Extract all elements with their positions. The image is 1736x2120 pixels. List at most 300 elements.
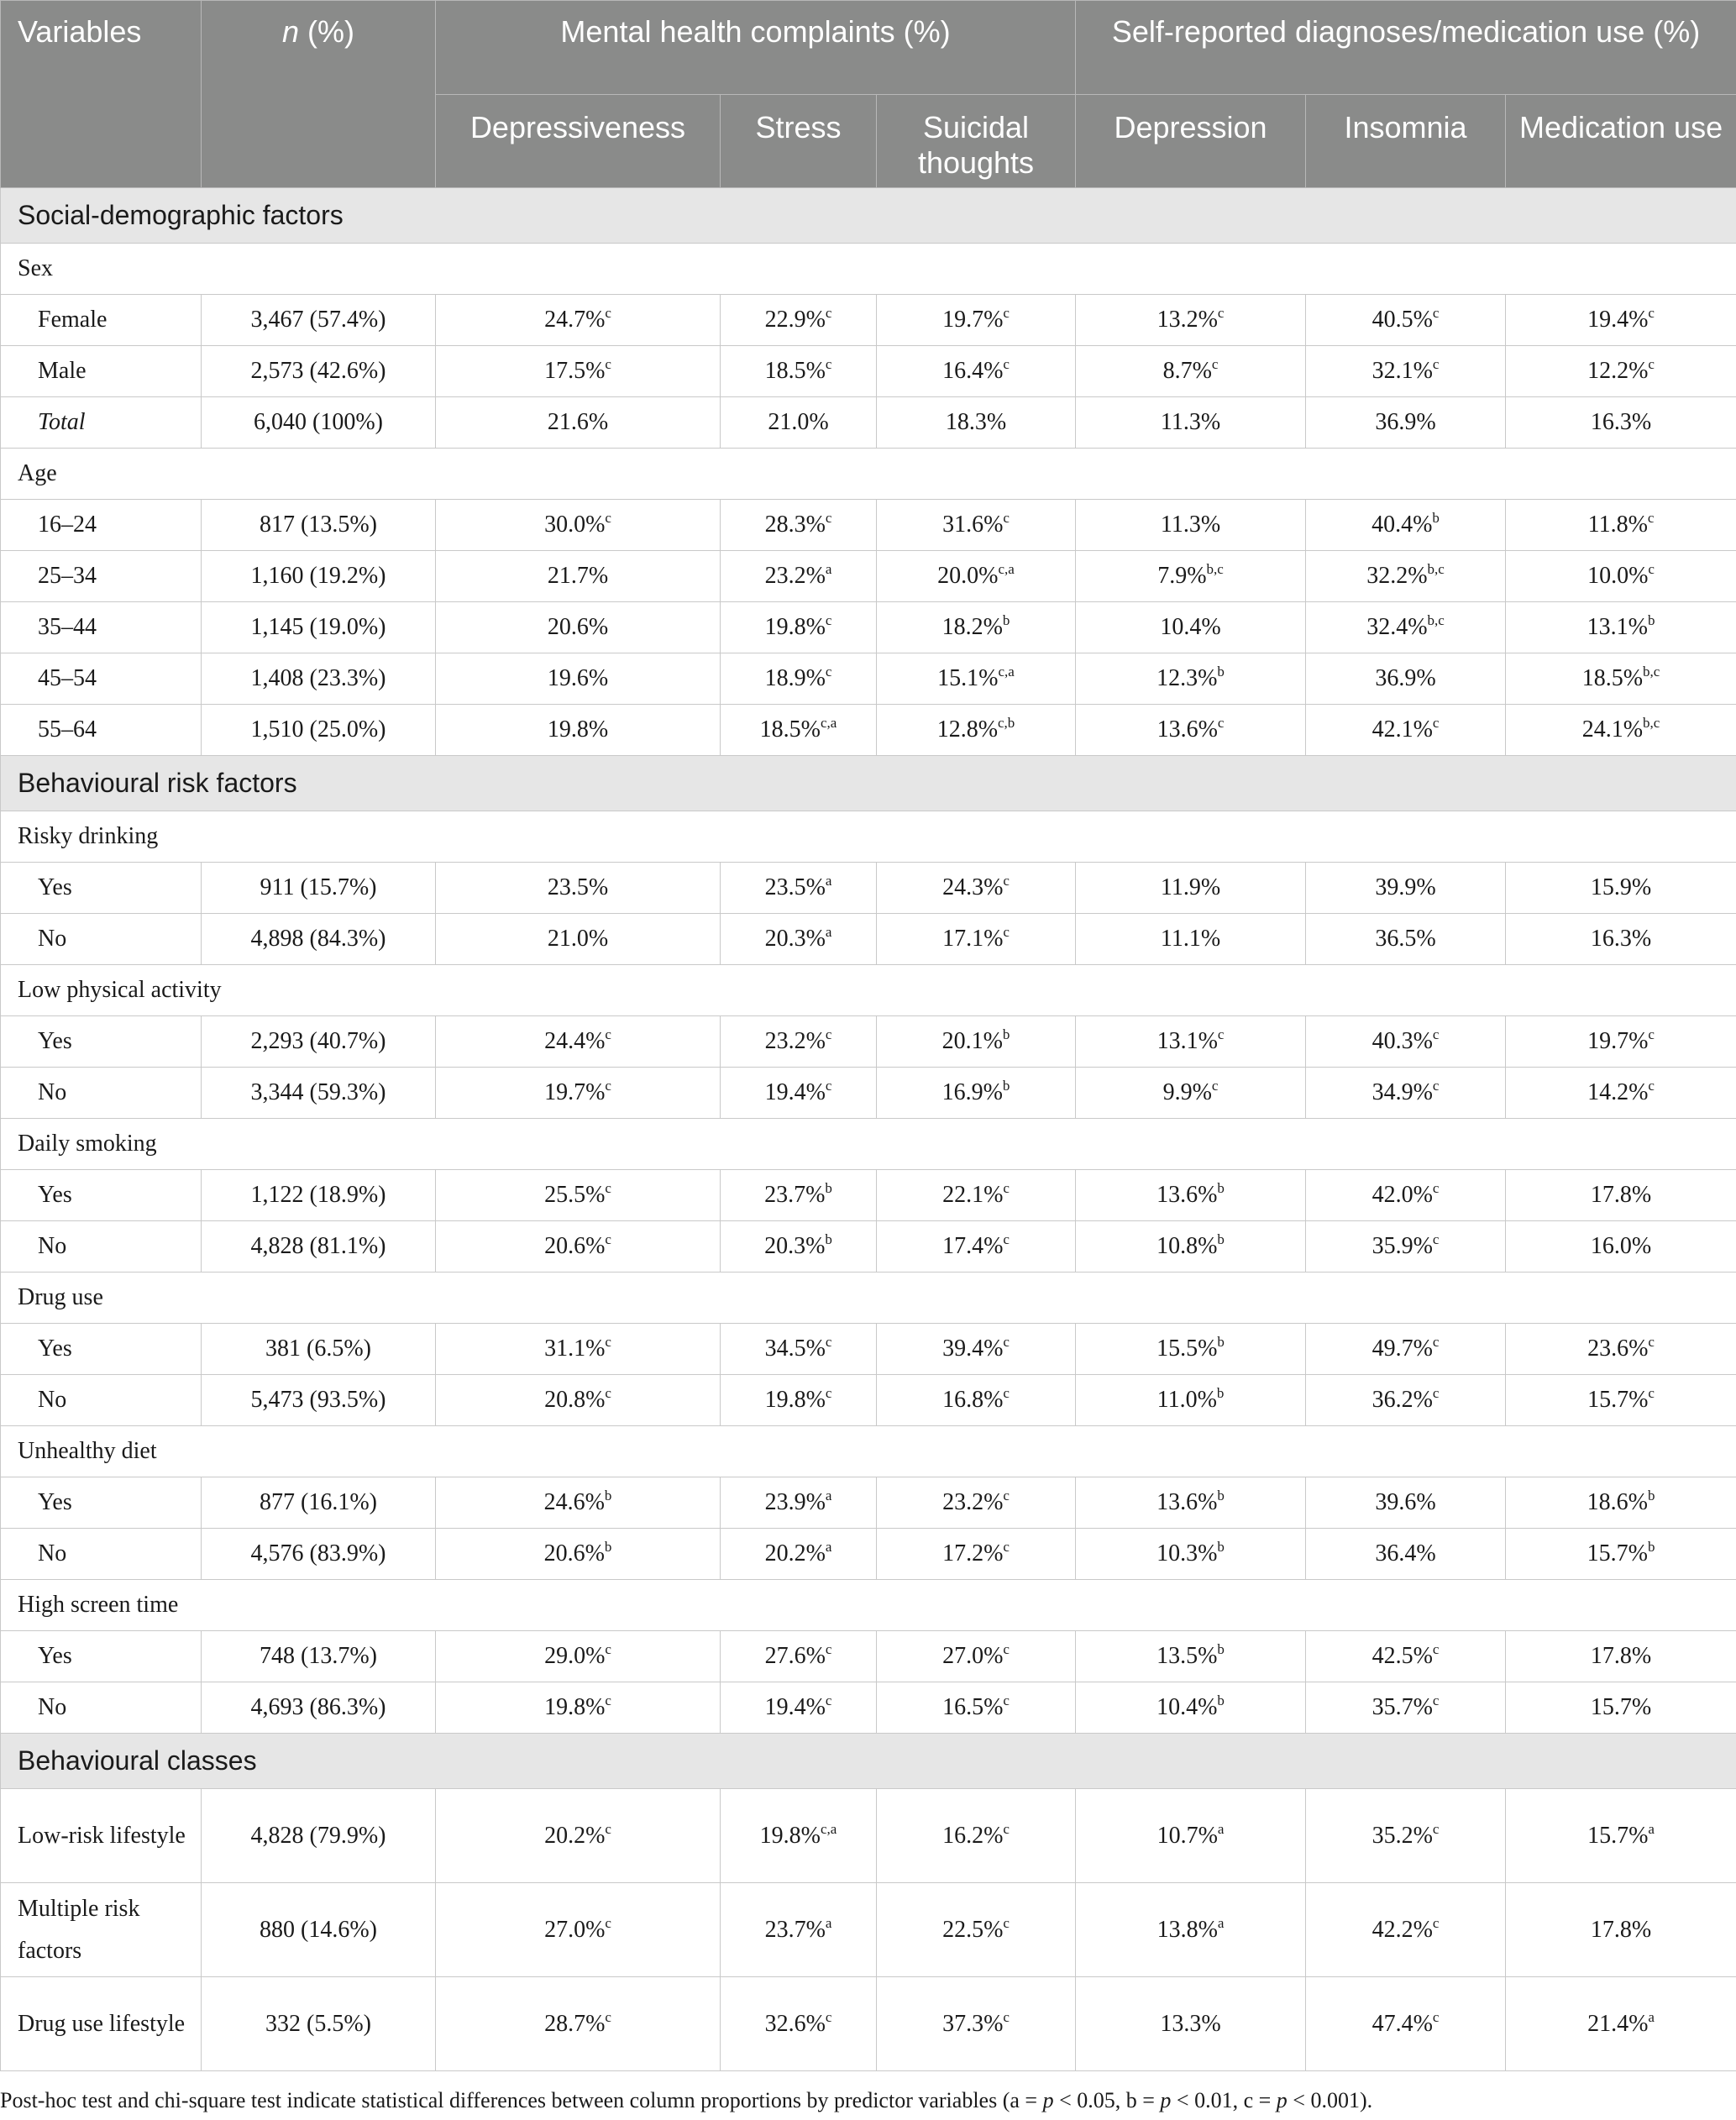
significance-marker: b,c xyxy=(1643,664,1660,680)
cell-value: 15.7% xyxy=(1587,1387,1649,1413)
value-cell xyxy=(1306,863,1506,914)
diagnoses-group-header: Self-reported diagnoses/medication use (%) xyxy=(1076,1,1736,95)
cell-value: 10.7% xyxy=(1156,1822,1218,1849)
row-label: Yes xyxy=(1,1324,202,1375)
row-label: 25–34 xyxy=(1,551,202,602)
cell-value: 25.5% xyxy=(544,1182,606,1208)
cell-value: 36.2% xyxy=(1371,1387,1433,1413)
cell-value: 13.6% xyxy=(1156,716,1218,743)
significance-marker: c xyxy=(825,1026,832,1042)
cell-value: 28.7% xyxy=(544,2010,606,2037)
value-cell xyxy=(877,1789,1076,1883)
significance-marker: c xyxy=(825,1334,832,1350)
significance-marker: b xyxy=(1217,1488,1225,1503)
value-cell xyxy=(721,863,877,914)
n-percent-cell: 4,828 (79.9%) xyxy=(202,1789,436,1883)
table-row xyxy=(1,1477,1736,1529)
value-cell xyxy=(721,295,877,346)
n-percent-cell: 1,145 (19.0%) xyxy=(202,602,436,653)
n-percent-cell: 5,473 (93.5%) xyxy=(202,1375,436,1426)
value-cell xyxy=(1506,1682,1736,1734)
value-cell xyxy=(1076,551,1306,602)
value-cell xyxy=(1306,1977,1506,2071)
cell-value: 19.8% xyxy=(547,716,609,743)
value-cell xyxy=(1306,1324,1506,1375)
row-label: 45–54 xyxy=(1,653,202,705)
value-cell xyxy=(877,1682,1076,1734)
cell-value: 12.3% xyxy=(1156,665,1218,691)
significance-marker: c xyxy=(1003,1641,1010,1657)
cell-value: 39.6% xyxy=(1375,1489,1436,1515)
col-insomnia: Insomnia xyxy=(1306,95,1506,188)
col-depression: Depression xyxy=(1076,95,1306,188)
cell-value: 10.4% xyxy=(1160,614,1221,640)
cell-value: 13.8% xyxy=(1156,1916,1218,1943)
cell-value: 39.9% xyxy=(1375,874,1436,900)
row-label: Multiple risk factors xyxy=(1,1883,202,1977)
value-cell xyxy=(721,1631,877,1682)
significance-marker: c xyxy=(605,305,611,321)
cell-value: 19.7% xyxy=(544,1079,606,1105)
cell-value: 36.9% xyxy=(1375,665,1436,691)
significance-marker: c xyxy=(1432,715,1440,731)
significance-marker: b xyxy=(825,1231,832,1247)
n-percent-cell: 880 (14.6%) xyxy=(202,1883,436,1977)
significance-marker: c xyxy=(1432,1820,1440,1837)
cell-value: 17.4% xyxy=(942,1233,1004,1259)
row-label: Yes xyxy=(1,1477,202,1529)
col-suicidal-thoughts: Suicidal thoughts xyxy=(877,95,1076,188)
cell-value: 10.8% xyxy=(1156,1233,1218,1259)
value-cell xyxy=(1506,1977,1736,2071)
significance-marker: c xyxy=(605,1385,611,1401)
value-cell xyxy=(1506,1631,1736,1682)
value-cell xyxy=(1506,551,1736,602)
group-label: Age xyxy=(1,449,1736,500)
value-cell xyxy=(877,397,1076,449)
value-cell xyxy=(721,397,877,449)
value-cell xyxy=(877,1016,1076,1068)
table-row xyxy=(1,1068,1736,1119)
cell-value: 42.1% xyxy=(1371,716,1433,743)
group-label: Daily smoking xyxy=(1,1119,1736,1170)
significance-marker: c xyxy=(605,1641,611,1657)
significance-marker: c,a xyxy=(820,715,837,731)
significance-marker: c xyxy=(825,2008,832,2025)
cell-value: 40.3% xyxy=(1371,1028,1433,1054)
row-label: Male xyxy=(1,346,202,397)
value-cell xyxy=(1506,1221,1736,1273)
value-cell xyxy=(436,1324,721,1375)
cell-value: 23.7% xyxy=(764,1916,826,1943)
value-cell xyxy=(436,551,721,602)
row-label: No xyxy=(1,1068,202,1119)
table-row xyxy=(1,1016,1736,1068)
cell-value: 20.6% xyxy=(543,1540,605,1566)
cell-value: 27.0% xyxy=(942,1643,1004,1669)
cell-value: 12.2% xyxy=(1587,358,1649,384)
value-cell xyxy=(877,1529,1076,1580)
value-cell xyxy=(1076,295,1306,346)
cell-value: 35.2% xyxy=(1371,1822,1433,1849)
significance-marker: c xyxy=(1648,1026,1655,1042)
value-cell xyxy=(721,914,877,965)
value-cell xyxy=(436,1477,721,1529)
significance-marker: b,c xyxy=(1206,561,1224,577)
significance-marker: b xyxy=(1217,1334,1225,1350)
cell-value: 17.1% xyxy=(942,926,1004,952)
footnote-text: Post-hoc test and chi-square test indicate statistical differences between column proportions by predictor variables (a = xyxy=(0,2088,1043,2112)
significance-marker: c xyxy=(1003,1231,1010,1247)
value-cell xyxy=(877,1977,1076,2071)
value-cell xyxy=(1306,1068,1506,1119)
significance-marker: c xyxy=(1432,1231,1440,1247)
table-row xyxy=(1,1529,1736,1580)
significance-marker: c xyxy=(1432,1078,1440,1094)
value-cell xyxy=(436,1977,721,2071)
value-cell xyxy=(436,397,721,449)
significance-marker: a xyxy=(1217,1914,1225,1931)
significance-marker: b xyxy=(1002,1026,1010,1042)
cell-value: 19.8% xyxy=(759,1822,821,1849)
significance-marker: c xyxy=(1003,1385,1010,1401)
significance-marker: c xyxy=(825,305,832,321)
cell-value: 31.1% xyxy=(544,1335,606,1362)
cell-value: 23.6% xyxy=(1587,1335,1649,1362)
footnote-text: < 0.05, b = xyxy=(1053,2088,1161,2112)
value-cell xyxy=(1076,1883,1306,1977)
table-row xyxy=(1,1631,1736,1682)
section-title: Behavioural classes xyxy=(1,1734,1736,1789)
significance-marker: a xyxy=(825,873,832,889)
cell-value: 8.7% xyxy=(1162,358,1212,384)
cell-value: 23.5% xyxy=(764,874,826,900)
table-footnote xyxy=(0,2088,1736,2113)
value-cell xyxy=(1076,1631,1306,1682)
cell-value: 16.0% xyxy=(1590,1233,1652,1259)
value-cell xyxy=(436,1221,721,1273)
significance-marker: c,a xyxy=(998,561,1015,577)
significance-marker: b,c xyxy=(1427,612,1445,628)
cell-value: 10.4% xyxy=(1156,1694,1218,1720)
group-row xyxy=(1,1580,1736,1631)
cell-value: 18.5% xyxy=(759,716,821,743)
table-row xyxy=(1,1977,1736,2071)
col-depressiveness: Depressiveness xyxy=(436,95,721,188)
significance-marker: c xyxy=(1432,1385,1440,1401)
cell-value: 19.8% xyxy=(544,1694,606,1720)
group-row xyxy=(1,965,1736,1016)
cell-value: 21.6% xyxy=(547,409,609,435)
value-cell xyxy=(1306,1529,1506,1580)
value-cell xyxy=(721,1170,877,1221)
cell-value: 47.4% xyxy=(1371,2010,1433,2037)
cell-value: 18.9% xyxy=(764,665,826,691)
value-cell xyxy=(1306,1221,1506,1273)
significance-marker: c xyxy=(605,1180,611,1196)
row-label: No xyxy=(1,914,202,965)
value-cell xyxy=(1076,602,1306,653)
group-row xyxy=(1,1273,1736,1324)
significance-marker: c xyxy=(1648,1385,1655,1401)
value-cell xyxy=(1306,602,1506,653)
table-row xyxy=(1,500,1736,551)
significance-marker: c xyxy=(1003,873,1010,889)
value-cell xyxy=(1076,1375,1306,1426)
value-cell xyxy=(721,551,877,602)
significance-marker: c xyxy=(605,2008,611,2025)
row-label: 35–44 xyxy=(1,602,202,653)
value-cell xyxy=(721,653,877,705)
cell-value: 15.7% xyxy=(1587,1540,1648,1566)
significance-marker: c xyxy=(825,1078,832,1094)
cell-value: 22.5% xyxy=(942,1916,1004,1943)
cell-value: 34.5% xyxy=(764,1335,826,1362)
row-label: 16–24 xyxy=(1,500,202,551)
n-percent-cell: 877 (16.1%) xyxy=(202,1477,436,1529)
table-row xyxy=(1,1682,1736,1734)
cell-value: 17.5% xyxy=(544,358,606,384)
value-cell xyxy=(1306,397,1506,449)
cell-value: 17.8% xyxy=(1590,1182,1652,1208)
cell-value: 23.9% xyxy=(764,1489,826,1515)
row-label: Total xyxy=(1,397,202,449)
value-cell xyxy=(1076,1170,1306,1221)
table-row xyxy=(1,551,1736,602)
cell-value: 23.5% xyxy=(547,874,609,900)
cell-value: 13.6% xyxy=(1156,1489,1218,1515)
cell-value: 20.8% xyxy=(544,1387,606,1413)
value-cell xyxy=(1076,1068,1306,1119)
value-cell xyxy=(877,1324,1076,1375)
value-cell xyxy=(877,1883,1076,1977)
value-cell xyxy=(436,1883,721,1977)
value-cell xyxy=(1306,653,1506,705)
significance-marker: b xyxy=(1432,510,1440,526)
significance-marker: a xyxy=(1648,2008,1655,2025)
n-percent-cell: 2,573 (42.6%) xyxy=(202,346,436,397)
significance-marker: b xyxy=(1002,1078,1010,1094)
cell-value: 23.2% xyxy=(764,1028,826,1054)
cell-value: 16.2% xyxy=(942,1822,1004,1849)
value-cell xyxy=(1076,914,1306,965)
significance-marker: b xyxy=(1217,1641,1225,1657)
cell-value: 11.8% xyxy=(1587,512,1648,538)
variables-header: Variables xyxy=(1,1,202,188)
value-cell xyxy=(1076,1682,1306,1734)
cell-value: 14.2% xyxy=(1587,1079,1649,1105)
cell-value: 34.9% xyxy=(1371,1079,1433,1105)
cell-value: 13.1% xyxy=(1587,614,1648,640)
cell-value: 20.3% xyxy=(764,926,826,952)
value-cell xyxy=(1506,914,1736,965)
group-label: Low physical activity xyxy=(1,965,1736,1016)
value-cell xyxy=(436,602,721,653)
significance-marker: b xyxy=(1647,1488,1655,1503)
cell-value: 19.4% xyxy=(1587,307,1649,333)
value-cell xyxy=(877,1631,1076,1682)
cell-value: 15.7% xyxy=(1587,1822,1649,1849)
value-cell xyxy=(1306,914,1506,965)
row-label: 55–64 xyxy=(1,705,202,756)
n-percent-cell: 911 (15.7%) xyxy=(202,863,436,914)
n-percent-cell: 4,693 (86.3%) xyxy=(202,1682,436,1734)
value-cell xyxy=(1306,1477,1506,1529)
table-row xyxy=(1,1789,1736,1883)
cell-value: 24.1% xyxy=(1581,716,1644,743)
cell-value: 20.6% xyxy=(547,614,609,640)
significance-marker: c,a xyxy=(820,1820,837,1837)
value-cell xyxy=(1306,346,1506,397)
significance-marker: c xyxy=(605,356,611,372)
table-row xyxy=(1,1170,1736,1221)
cell-value: 19.4% xyxy=(764,1694,826,1720)
value-cell xyxy=(1306,705,1506,756)
value-cell xyxy=(436,1016,721,1068)
row-label: No xyxy=(1,1375,202,1426)
value-cell xyxy=(877,653,1076,705)
cell-value: 40.4% xyxy=(1371,512,1433,538)
section-row xyxy=(1,756,1736,811)
group-label: Risky drinking xyxy=(1,811,1736,863)
n-percent-cell: 1,408 (23.3%) xyxy=(202,653,436,705)
cell-value: 19.4% xyxy=(764,1079,826,1105)
n-italic: n xyxy=(281,14,300,49)
cell-value: 21.7% xyxy=(547,563,609,589)
value-cell xyxy=(1506,1529,1736,1580)
significance-marker: c xyxy=(1648,561,1655,577)
cell-value: 16.8% xyxy=(942,1387,1004,1413)
cell-value: 32.4% xyxy=(1366,614,1428,640)
footnote-p: p xyxy=(1160,2088,1172,2112)
footnote-p: p xyxy=(1042,2088,1054,2112)
significance-marker: c xyxy=(825,1385,832,1401)
value-cell xyxy=(721,1375,877,1426)
cell-value: 24.7% xyxy=(544,307,606,333)
value-cell xyxy=(1076,1324,1306,1375)
significance-marker: c xyxy=(605,1692,611,1708)
significance-marker: c xyxy=(1217,715,1225,731)
group-row xyxy=(1,244,1736,295)
value-cell xyxy=(721,1883,877,1977)
significance-marker: c xyxy=(1648,1078,1655,1094)
significance-marker: b xyxy=(1217,1692,1225,1708)
value-cell xyxy=(1076,863,1306,914)
significance-marker: c xyxy=(825,356,832,372)
value-cell xyxy=(1076,1221,1306,1273)
col-stress: Stress xyxy=(721,95,877,188)
cell-value: 27.6% xyxy=(764,1643,826,1669)
value-cell xyxy=(436,1170,721,1221)
significance-marker: c xyxy=(605,1078,611,1094)
significance-marker: b,c xyxy=(1427,561,1445,577)
significance-marker: c xyxy=(1647,510,1655,526)
value-cell xyxy=(436,1375,721,1426)
value-cell xyxy=(1506,1477,1736,1529)
cell-value: 18.5% xyxy=(1581,665,1644,691)
value-cell xyxy=(1306,551,1506,602)
significance-marker: c xyxy=(1211,356,1219,372)
significance-marker: c xyxy=(1003,1692,1010,1708)
cell-value: 17.8% xyxy=(1590,1916,1652,1943)
value-cell xyxy=(721,1529,877,1580)
significance-marker: c xyxy=(1003,356,1010,372)
significance-marker: c xyxy=(825,510,832,526)
value-cell xyxy=(436,1682,721,1734)
significance-marker: c xyxy=(605,1914,611,1931)
significance-marker: b xyxy=(604,1539,612,1555)
cell-value: 36.4% xyxy=(1375,1540,1436,1566)
significance-marker: c xyxy=(1003,1180,1010,1196)
cell-value: 11.3% xyxy=(1160,409,1221,435)
value-cell xyxy=(436,914,721,965)
value-cell xyxy=(877,705,1076,756)
value-cell xyxy=(1506,1016,1736,1068)
cell-value: 24.4% xyxy=(544,1028,606,1054)
n-percent-cell: 6,040 (100%) xyxy=(202,397,436,449)
table-row xyxy=(1,1883,1736,1977)
section-row xyxy=(1,1734,1736,1789)
value-cell xyxy=(1506,653,1736,705)
cell-value: 13.6% xyxy=(1156,1182,1218,1208)
cell-value: 15.7% xyxy=(1590,1694,1652,1720)
cell-value: 17.2% xyxy=(942,1540,1004,1566)
value-cell xyxy=(1506,602,1736,653)
value-cell xyxy=(877,914,1076,965)
value-cell xyxy=(436,863,721,914)
significance-marker: b xyxy=(1217,1539,1225,1555)
value-cell xyxy=(1506,397,1736,449)
cell-value: 16.5% xyxy=(942,1694,1004,1720)
significance-marker: c xyxy=(1432,1026,1440,1042)
value-cell xyxy=(721,1016,877,1068)
significance-marker: b xyxy=(1647,1539,1655,1555)
value-cell xyxy=(721,1068,877,1119)
group-label: Sex xyxy=(1,244,1736,295)
cell-value: 16.9% xyxy=(941,1079,1003,1105)
value-cell xyxy=(436,346,721,397)
cell-value: 19.8% xyxy=(764,614,826,640)
significance-marker: c xyxy=(1003,510,1010,526)
cell-value: 20.1% xyxy=(941,1028,1003,1054)
value-cell xyxy=(721,346,877,397)
significance-marker: c xyxy=(825,612,832,628)
cell-value: 11.1% xyxy=(1160,926,1221,952)
cell-value: 21.4% xyxy=(1587,2010,1649,2037)
cell-value: 23.2% xyxy=(942,1489,1004,1515)
n-percent-rest: (%) xyxy=(299,14,355,49)
value-cell xyxy=(1506,1789,1736,1883)
n-percent-cell: 4,576 (83.9%) xyxy=(202,1529,436,1580)
value-cell xyxy=(1076,653,1306,705)
value-cell xyxy=(1076,397,1306,449)
cell-value: 32.6% xyxy=(764,2010,826,2037)
significance-marker: c xyxy=(1211,1078,1219,1094)
significance-marker: c xyxy=(605,510,611,526)
group-row xyxy=(1,811,1736,863)
cell-value: 21.0% xyxy=(768,409,829,435)
group-row xyxy=(1,1426,1736,1477)
significance-marker: c xyxy=(1432,1334,1440,1350)
significance-marker: c xyxy=(825,1641,832,1657)
col-medication-use: Medication use xyxy=(1506,95,1736,188)
significance-marker: c xyxy=(605,1026,611,1042)
value-cell xyxy=(1306,1016,1506,1068)
table-row xyxy=(1,653,1736,705)
n-percent-cell: 748 (13.7%) xyxy=(202,1631,436,1682)
significance-marker: c xyxy=(605,1231,611,1247)
cell-value: 20.6% xyxy=(544,1233,606,1259)
